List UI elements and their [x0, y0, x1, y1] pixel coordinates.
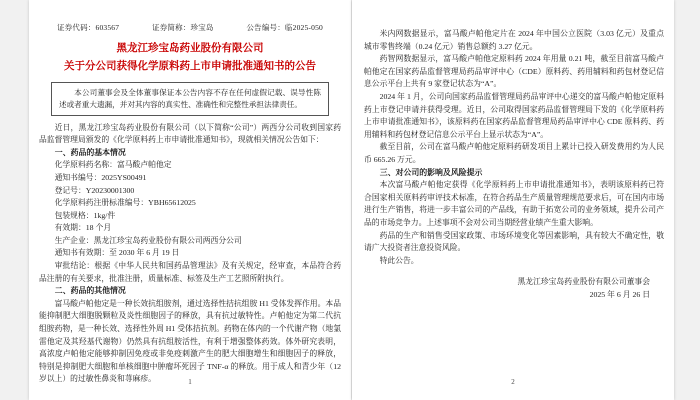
signature-block: [364, 275, 664, 301]
notice-number-line: 通知书编号：2025YS00491: [54, 172, 147, 182]
announcement-date: 2025 年 6 月 26 日: [589, 290, 650, 300]
board-disclaimer-box: 本公司董事会及全体董事保证本公告内容不存在任何虚假记载、误导性陈述或者重大遗漏，并对其内容的真实性、准确性和完整性承担法律责任。: [51, 82, 329, 116]
validity-line: 有效期：18 个月: [54, 223, 112, 233]
package-spec-line: 包装规格：1kg/件: [54, 210, 116, 220]
risk-paragraph: 药品的生产和销售受国家政策、市场环境变化等因素影响，具有较大不确定性，敬请广大投资者注意投资风险。: [364, 230, 664, 253]
section3-heading: 三、对公司的影响及风险提示: [379, 167, 483, 177]
page-number-1: 1: [188, 378, 192, 386]
stock-code: 证券代码：603567: [57, 23, 120, 32]
usage-data-paragraph: 药智网数据显示，富马酸卢帕他定原料药 2024 年用量 0.21 吨，截至目前富马酸卢帕他定在国家药品监督管理局药品审评中心（CDE）原料药、药用辅料和药包材登记信息公示平台上共有 9 家登记状态为“A”。: [364, 54, 664, 89]
drug-description-paragraph: 富马酸卢帕他定是一种长效抗组胺剂，通过选择性拮抗组胺 H1 受体发挥作用。本品能抑制肥大细胞脱颗粒及炎性细胞因子的释放，具有抗过敏特性。卢帕他定为第二代抗组胺药物，是一种长效、选择性外周 H1 受体拮抗剂。药物在体内的一个代谢产物（地氯雷他定及其羟基代谢物）仍然具有抗组胺活性，有利于增强整体药效。体外研究表明，高浓度卢帕他定能够抑制因免疫或非免疫刺激产生的肥大细胞增生和细胞因子的释放，特别是抑制肥大细胞和单核细胞中肿瘤坏死因子 TNF-α 的释放。用于成人和青少年（12 岁以上）的过敏性鼻炎和荨麻疹。: [39, 298, 341, 384]
securities-header: [39, 22, 341, 33]
section2-heading: 二、药品的其他情况: [54, 286, 126, 296]
manufacturer-line: 生产企业：黑龙江珍宝岛药业股份有限公司两西分公司: [54, 235, 242, 245]
announcement-number: 公告编号：临2025-050: [246, 23, 323, 32]
rd-cost-paragraph: 截至目前，公司在富马酸卢帕他定原料药研发项目上累计已投入研发费用约为人民币 665.26 万元。: [364, 142, 664, 164]
page-number-2: 2: [511, 378, 515, 386]
standard-number-line: 化学原料药注册标准编号：YBH65612025: [54, 198, 196, 208]
notice-validity-line: 通知书有效期：至 2030 年 6 月 19 日: [54, 248, 180, 258]
document-page-2: [352, 0, 674, 400]
company-title: 黑龙江珍宝岛药业股份有限公司: [116, 42, 264, 54]
registration-number-line: 登记号：Y20230001300: [54, 185, 135, 195]
sales-data-paragraph: 米内网数据显示，富马酸卢帕他定片在 2024 年中国公立医院（3.03 亿元）及重点城市零售终端（0.24 亿元）销售总额约 3.27 亿元。: [364, 29, 664, 51]
application-history-paragraph: 2024 年 1 月，公司向国家药品监督管理局药品审评中心递交的富马酸卢帕他定原料药上市登记申请并获得受理。近日，公司取得国家药品监督管理局下发的《化学原料药上市申请批准通知书》，该原料药在国家药品监督管理局药品审评中心 CDE 原料药、药用辅料和药包材登记信息公示平台上显示状态为“A”。: [364, 91, 664, 139]
closing-line: 特此公告。: [379, 255, 419, 265]
drug-name-line: 化学原料药名称：富马酸卢帕他定: [54, 160, 172, 170]
document-page-1: [29, 0, 351, 400]
intro-paragraph: 近日，黑龙江珍宝岛药业股份有限公司（以下简称“公司”）两西分公司收到国家药品监督管理局颁发的《化学原料药上市申请批准通知书》，现就相关情况公告如下：: [39, 122, 341, 145]
stock-abbreviation: 证券简称：珍宝岛: [152, 23, 214, 32]
board-signature: 黑龙江珍宝岛药业股份有限公司董事会: [517, 277, 650, 287]
approval-conclusion: 审批结论：根据《中华人民共和国药品管理法》及有关规定，经审查，本品符合药品注册的有关要求，批准注册，质量标准、标签及生产工艺照所附执行。: [39, 261, 341, 283]
announcement-title: 关于分公司获得化学原料药上市申请批准通知书的公告: [64, 60, 316, 73]
impact-paragraph: 本次富马酸卢帕他定获得《化学原料药上市申请批准通知书》，表明该原料药已符合国家相关原料药审评技术标准，在符合药品生产质量管理规范要求后，可在国内市场进行生产销售，将进一步丰富公司的产品线，有助于拓宽公司的业务领域，提升公司产品的市场竞争力。上述事项不会对公司当期经营业绩产生重大影响。: [364, 180, 664, 227]
section1-heading: 一、药品的基本情况: [54, 147, 126, 157]
